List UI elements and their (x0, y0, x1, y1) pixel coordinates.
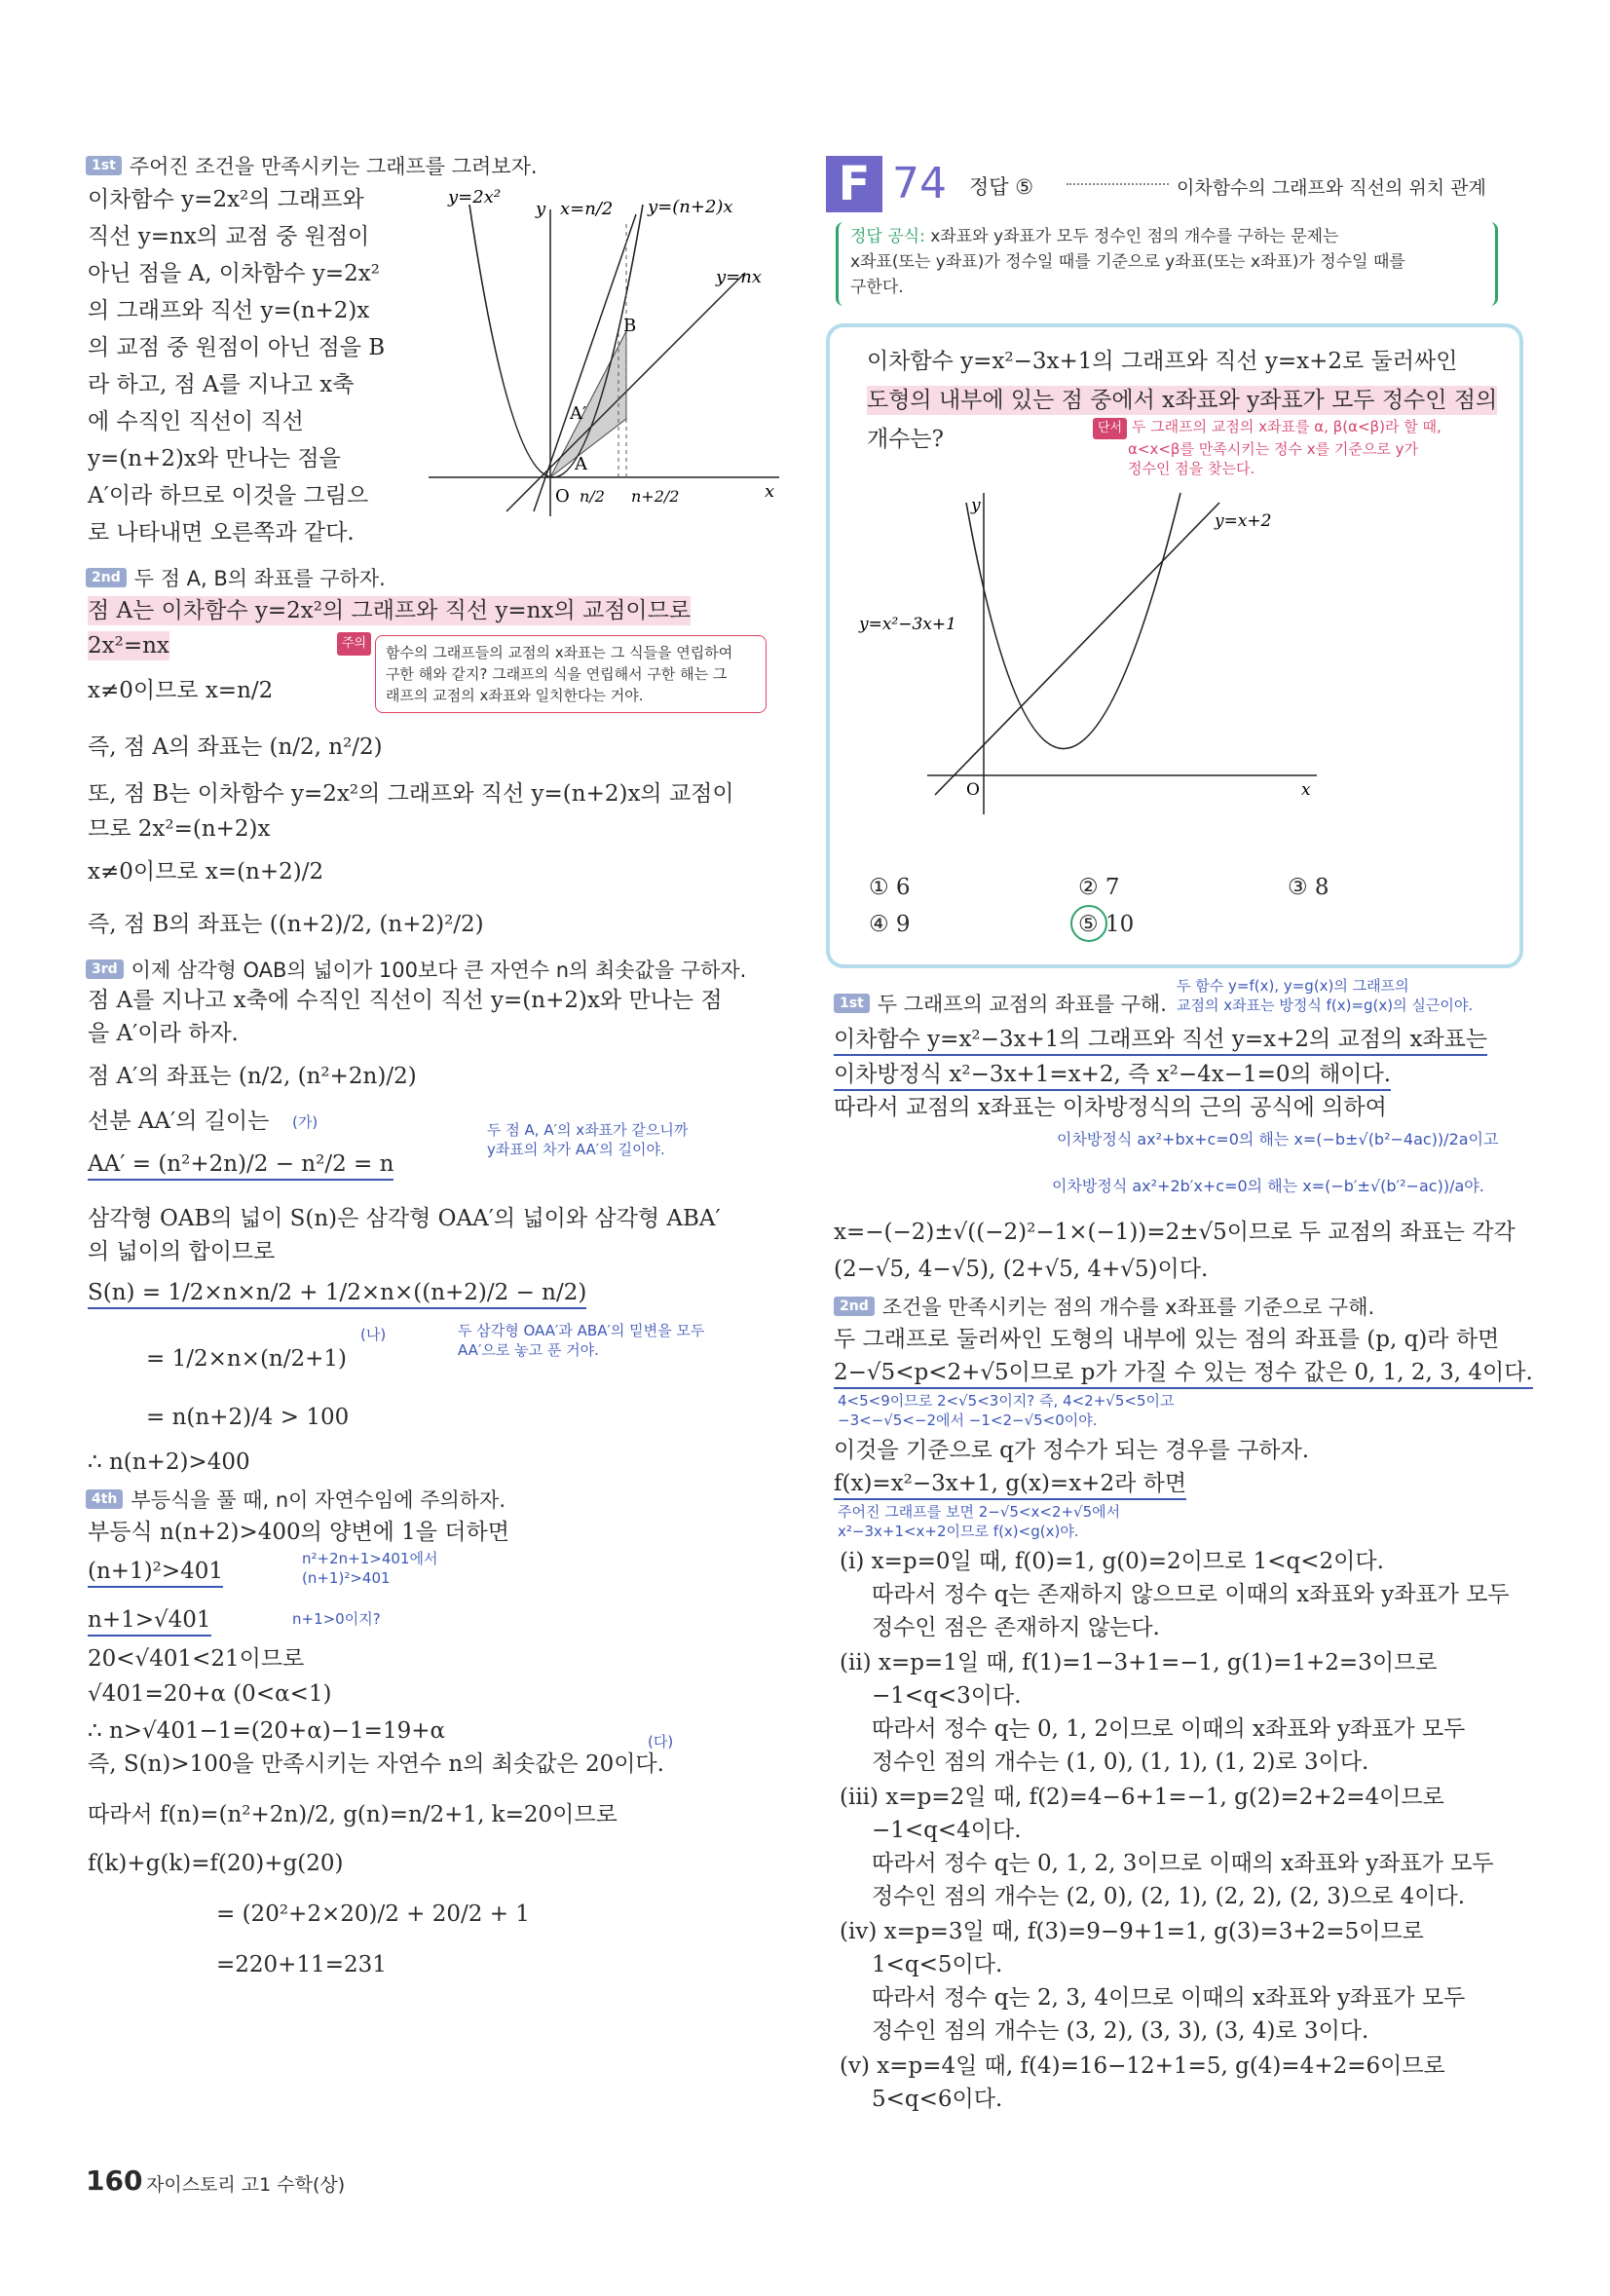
case-line: (iv) x=p=3일 때, f(3)=9−9+1=1, g(3)=3+2=5이므로 (840, 1919, 1424, 1944)
case-line: (ii) x=p=1일 때, f(1)=1−3+1=−1, g(1)=1+2=3이므로 (840, 1650, 1438, 1675)
step-badge: 4th (86, 1489, 123, 1509)
case-line: (v) x=p=4일 때, f(4)=16−12+1=5, g(4)=4+2=6이므로 (840, 2053, 1445, 2079)
step-badge: 1st (834, 994, 870, 1013)
case-line: 정수인 점의 개수는 (1, 0), (1, 1), (1, 2)로 3이다. (872, 1750, 1369, 1775)
clue-note (1093, 417, 1442, 478)
intro-line: y=(n+2)x와 만나는 점을 (88, 446, 341, 471)
choice-3[interactable]: ③ 8 (1288, 875, 1329, 900)
note-line: n²+2n+1>401에서 (302, 1550, 438, 1567)
label-b: B (623, 316, 637, 336)
intro-line: 직선 y=nx의 교점 중 원점이 (88, 224, 370, 249)
note-line: 두 점 A, A′의 x좌표가 같으니까 (487, 1121, 689, 1139)
label-a-prime: A′ (570, 403, 587, 424)
problem-box (826, 323, 1523, 968)
caution-line: 래프의 교점의 x좌표와 일치한다는 거야. (386, 687, 644, 704)
note-line: 두 삼각형 OAA′과 ABA′의 밑변을 모두 (458, 1322, 705, 1339)
step-badge: 1st (86, 156, 122, 175)
note-s4b: n+1>0이지? (292, 1610, 381, 1628)
s3-line: = 1/2×n×(n/2+1) (146, 1346, 348, 1372)
hint-line: x좌표와 y좌표가 모두 정수인 점의 개수를 구하는 문제는 (930, 227, 1339, 246)
case-line: −1<q<3이다. (872, 1683, 1022, 1709)
s4-line: = (20²+2×20)/2 + 20/2 + 1 (216, 1901, 530, 1927)
case-line: 따라서 정수 q는 2, 3, 4이므로 이때의 x좌표와 y좌표가 모두 (872, 1985, 1466, 2011)
s4-line: 20<√401<21이므로 (88, 1646, 305, 1672)
choice-1[interactable]: ① 6 (869, 875, 911, 900)
case-line: 정수인 점의 개수는 (2, 0), (2, 1), (2, 2), (2, 3)으로 4이다. (872, 1884, 1466, 1909)
note-line: 교점의 x좌표는 방정식 f(x)=g(x)의 실근이야. (1177, 997, 1474, 1014)
s3-line: S(n) = 1/2×n×n/2 + 1/2×n×((n+2)/2 − n/2) (88, 1278, 586, 1309)
note-r1 (1177, 976, 1473, 1015)
case-line: 5<q<6이다. (872, 2087, 1003, 2112)
s3-line: 점 A를 지나고 x축에 수직인 직선이 직선 y=(n+2)x와 만나는 점 (88, 988, 723, 1013)
parabola-curve (469, 205, 643, 477)
case-line: (iii) x=p=2일 때, f(2)=4−6+1=−1, g(2)=2+2=4이므로 (840, 1785, 1444, 1810)
hint-tag: 정답 공식: (850, 227, 925, 246)
clue-line: 정수인 점을 찾는다. (1128, 460, 1255, 477)
s3-line: 삼각형 OAB의 넓이 S(n)은 삼각형 OAA′의 넓이와 삼각형 ABA′ (88, 1206, 721, 1231)
s4-line: 따라서 f(n)=(n²+2n)/2, g(n)=n/2+1, k=20이므로 (88, 1802, 618, 1827)
formula-note-1: 이차방정식 ax²+bx+c=0의 해는 x=(−b±√(b²−4ac))/2a이고 (1057, 1130, 1499, 1148)
left-step3-header (86, 955, 746, 984)
question-line: 도형의 내부에 있는 점 중에서 x좌표와 y좌표가 모두 정수인 점의 (867, 388, 1498, 413)
clue-line: α<x<β를 만족시키는 정수 x를 기준으로 y가 (1128, 440, 1418, 458)
s2-line: 2x²=nx (88, 633, 169, 659)
s2-line: 점 A는 이차함수 y=2x²의 그래프와 직선 y=nx의 교점이므로 (88, 598, 692, 623)
right-step2-header (834, 1292, 1374, 1321)
s3-line: 의 넓이의 합이므로 (88, 1239, 276, 1264)
r1-line: x=−(−2)±√((−2)²−1×(−1))=2±√5이므로 두 교점의 좌표는 각각 (834, 1220, 1516, 1245)
note-line: 4<5<9이므로 2<√5<3이지? 즉, 4<2+√5<5이고 (838, 1392, 1175, 1410)
s3-line: = n(n+2)/4 > 100 (146, 1405, 350, 1430)
step-title: 두 점 A, B의 좌표를 구하자. (133, 567, 386, 590)
note-da-mark: (다) (648, 1733, 674, 1750)
case-line: (i) x=p=0일 때, f(0)=1, g(0)=2이므로 1<q<2이다. (840, 1549, 1384, 1574)
note-line: AA′으로 놓고 푼 거야. (458, 1341, 599, 1359)
step-title: 조건을 만족시키는 점의 개수를 x좌표를 기준으로 구해. (881, 1296, 1375, 1319)
s4-line: =220+11=231 (216, 1952, 387, 1977)
label-y-axis: y (536, 199, 546, 219)
clue-tag: 단서 (1093, 418, 1127, 439)
choice-2[interactable]: ② 7 (1078, 875, 1120, 900)
label-y-2x2: y=2x² (448, 187, 502, 207)
s2-line: 즉, 점 A의 좌표는 (n/2, n²/2) (88, 734, 383, 760)
answer-circle-mark (1070, 905, 1107, 942)
case-line: 1<q<5이다. (872, 1952, 1003, 1977)
caution-line: 함수의 그래프들의 교점의 x좌표는 그 식들을 연립하여 (386, 644, 733, 661)
note-line: (n+1)²>401 (302, 1569, 391, 1587)
book-title: 자이스토리 고1 수학(상) (146, 2174, 346, 2196)
r1-line: 이차함수 y=x²−3x+1의 그래프와 직선 y=x+2의 교점의 x좌표는 (834, 1025, 1487, 1056)
note-s4a (302, 1549, 437, 1588)
step-title: 부등식을 풀 때, n이 자연수임에 주의하자. (131, 1488, 506, 1512)
label-x-n2: x=n/2 (560, 199, 614, 219)
s4-line: ∴ n>√401−1=(20+α)−1=19+α (88, 1718, 446, 1744)
s2-line: x≠0이므로 x=n/2 (88, 678, 274, 703)
r2-line: 이것을 기준으로 q가 정수가 되는 경우를 구하자. (834, 1438, 1310, 1463)
r2-line: 2−√5<p<2+√5이므로 p가 가질 수 있는 정수 값은 0, 1, 2, 3, 4이다. (834, 1358, 1533, 1389)
label-n22-tick: n+2/2 (631, 487, 680, 506)
s2-line: 또, 점 B는 이차함수 y=2x²의 그래프와 직선 y=(n+2)x의 교점이 (88, 781, 734, 807)
problem-number: 74 (892, 159, 947, 208)
choice-4[interactable]: ④ 9 (869, 912, 911, 937)
note-line: −3<−√5<−2에서 −1<2−√5<0이야. (838, 1411, 1098, 1429)
r1-line: (2−√5, 4−√5), (2+√5, 4+√5)이다. (834, 1257, 1209, 1282)
hint-line: x좌표(또는 y좌표)가 정수일 때를 기준으로 y좌표(또는 x좌표)가 정수일 때를 (850, 252, 1405, 272)
s3-line: 점 A′의 좌표는 (n/2, (n²+2n)/2) (88, 1064, 417, 1089)
question-line: 이차함수 y=x²−3x+1의 그래프와 직선 y=x+2로 둘러싸인 (867, 349, 1458, 374)
note-line: x²−3x+1<x+2이므로 f(x)<g(x)야. (838, 1523, 1079, 1540)
label-x-axis: x (1301, 780, 1311, 800)
note-line: y좌표의 차가 AA′의 길이야. (487, 1141, 665, 1158)
r2-line: 두 그래프로 둘러싸인 도형의 내부에 있는 점의 좌표를 (p, q)라 하면 (834, 1327, 1500, 1352)
label-x-axis: x (765, 481, 775, 502)
intro-line: 의 교점 중 원점이 아닌 점을 B (88, 335, 386, 360)
answer-label: 정답 ⑤ (969, 175, 1034, 199)
s4-line: (n+1)²>401 (88, 1557, 223, 1588)
label-curve: y=x²−3x+1 (859, 615, 956, 634)
intro-line: 로 나타내면 오른쪽과 같다. (88, 520, 355, 546)
s2-line: x≠0이므로 x=(n+2)/2 (88, 859, 324, 885)
caution-note (342, 635, 767, 713)
left-step4-header (86, 1485, 505, 1514)
line-y-x-2 (935, 503, 1219, 795)
note-ga-mark: (가) (292, 1113, 318, 1131)
note-na (458, 1321, 704, 1360)
parabola-curve (966, 493, 1180, 749)
r2-line: f(x)=x²−3x+1, g(x)=x+2라 하면 (834, 1469, 1186, 1500)
case-line: 따라서 정수 q는 0, 1, 2이므로 이때의 x좌표와 y좌표가 모두 (872, 1716, 1466, 1742)
label-line: y=x+2 (1215, 511, 1272, 531)
problem-category: 이차함수의 그래프와 직선의 위치 관계 (1177, 177, 1486, 199)
case-line: 정수인 점의 개수는 (3, 2), (3, 3), (3, 4)로 3이다. (872, 2018, 1369, 2044)
r1-line: 이차방정식 x²−3x+1=x+2, 즉 x²−4x−1=0의 해이다. (834, 1060, 1391, 1091)
s3-line: 을 A′이라 하자. (88, 1021, 239, 1046)
leader-dots (1067, 183, 1169, 185)
hint-line: 구한다. (850, 278, 904, 297)
intro-line: 에 수직인 직선이 직선 (88, 409, 304, 434)
s3-line: AA′ = (n²+2n)/2 − n²/2 = n (88, 1149, 393, 1181)
s3-line: ∴ n(n+2)>400 (88, 1449, 250, 1475)
answer-formula-hint (836, 222, 1498, 306)
right-step1-header (834, 989, 1167, 1018)
left-step2-header (86, 563, 386, 592)
intro-line: 의 그래프와 직선 y=(n+2)x (88, 298, 370, 323)
s2-line: 므로 2x²=(n+2)x (88, 816, 271, 842)
case-line: −1<q<4이다. (872, 1818, 1022, 1843)
label-origin: O (555, 486, 570, 507)
step-title: 주어진 조건을 만족시키는 그래프를 그려보자. (129, 155, 538, 178)
question-line: 개수는? (867, 427, 944, 452)
step-badge: 2nd (834, 1297, 875, 1316)
case-line: 정수인 점은 존재하지 않는다. (872, 1615, 1160, 1640)
s4-line: 부등식 n(n+2)>400의 양변에 1을 더하면 (88, 1520, 509, 1545)
s4-line: 즉, S(n)>100을 만족시키는 자연수 n의 최솟값은 20이다. (88, 1751, 664, 1777)
intro-line: 이차함수 y=2x²의 그래프와 (88, 187, 364, 212)
note-r2 (838, 1391, 1174, 1430)
label-y-axis: y (971, 496, 981, 515)
step-badge: 3rd (86, 960, 124, 979)
label-a: A (575, 454, 587, 474)
label-y-n2x: y=(n+2)x (648, 197, 733, 217)
choice-5[interactable]: ⑤ 10 (1078, 912, 1135, 937)
graph-parabola-lines (419, 185, 789, 526)
step-badge: 2nd (86, 568, 127, 587)
label-n2-tick: n/2 (580, 487, 605, 506)
intro-line: A′이라 하므로 이것을 그림으 (88, 483, 369, 508)
s4-line: f(k)+g(k)=f(20)+g(20) (88, 1851, 344, 1876)
s2-line: 즉, 점 B의 좌표는 ((n+2)/2, (n+2)²/2) (88, 912, 484, 937)
problem-letter-badge: F (826, 156, 882, 212)
graph-parabola-line (859, 473, 1336, 814)
clue-line: 두 그래프의 교점의 x좌표를 α, β(α<β)라 할 때, (1131, 418, 1442, 435)
intro-line: 아닌 점을 A, 이차함수 y=2x² (88, 261, 380, 286)
s4-line: n+1>√401 (88, 1605, 211, 1637)
label-y-nx: y=nx (716, 267, 762, 287)
intro-line: 라 하고, 점 A를 지나고 x축 (88, 372, 355, 397)
caution-line: 구한 해와 같지? 그래프의 식을 연립해서 구한 해는 그 (386, 665, 728, 683)
note-line: 주어진 그래프를 보면 2−√5<x<2+√5에서 (838, 1503, 1121, 1521)
s4-line: √401=20+α (0<α<1) (88, 1681, 332, 1707)
s3-line: 선분 AA′의 길이는 (88, 1109, 270, 1134)
formula-note-2: 이차방정식 ax²+2b′x+c=0의 해는 x=(−b′±√(b′²−ac))/a야. (1052, 1177, 1484, 1195)
note-line: 두 함수 y=f(x), y=g(x)의 그래프의 (1177, 977, 1409, 995)
step-title: 두 그래프의 교점의 좌표를 구해. (877, 993, 1167, 1016)
case-line: 따라서 정수 q는 0, 1, 2, 3이므로 이때의 x좌표와 y좌표가 모두 (872, 1851, 1494, 1876)
case-line: 따라서 정수 q는 존재하지 않으므로 이때의 x좌표와 y좌표가 모두 (872, 1582, 1510, 1607)
page-number: 160 (86, 2164, 143, 2197)
step-title: 이제 삼각형 OAB의 넓이가 100보다 큰 자연수 n의 최솟값을 구하자. (131, 959, 747, 982)
note-na-mark: (나) (360, 1326, 387, 1343)
r1-line: 따라서 교점의 x좌표는 이차방정식의 근의 공식에 의하여 (834, 1095, 1387, 1120)
label-origin: O (966, 780, 980, 800)
left-step1-header (86, 151, 538, 180)
note-r3 (838, 1502, 1120, 1541)
caution-tag: 주의 (337, 632, 371, 656)
note-ga (487, 1120, 688, 1159)
